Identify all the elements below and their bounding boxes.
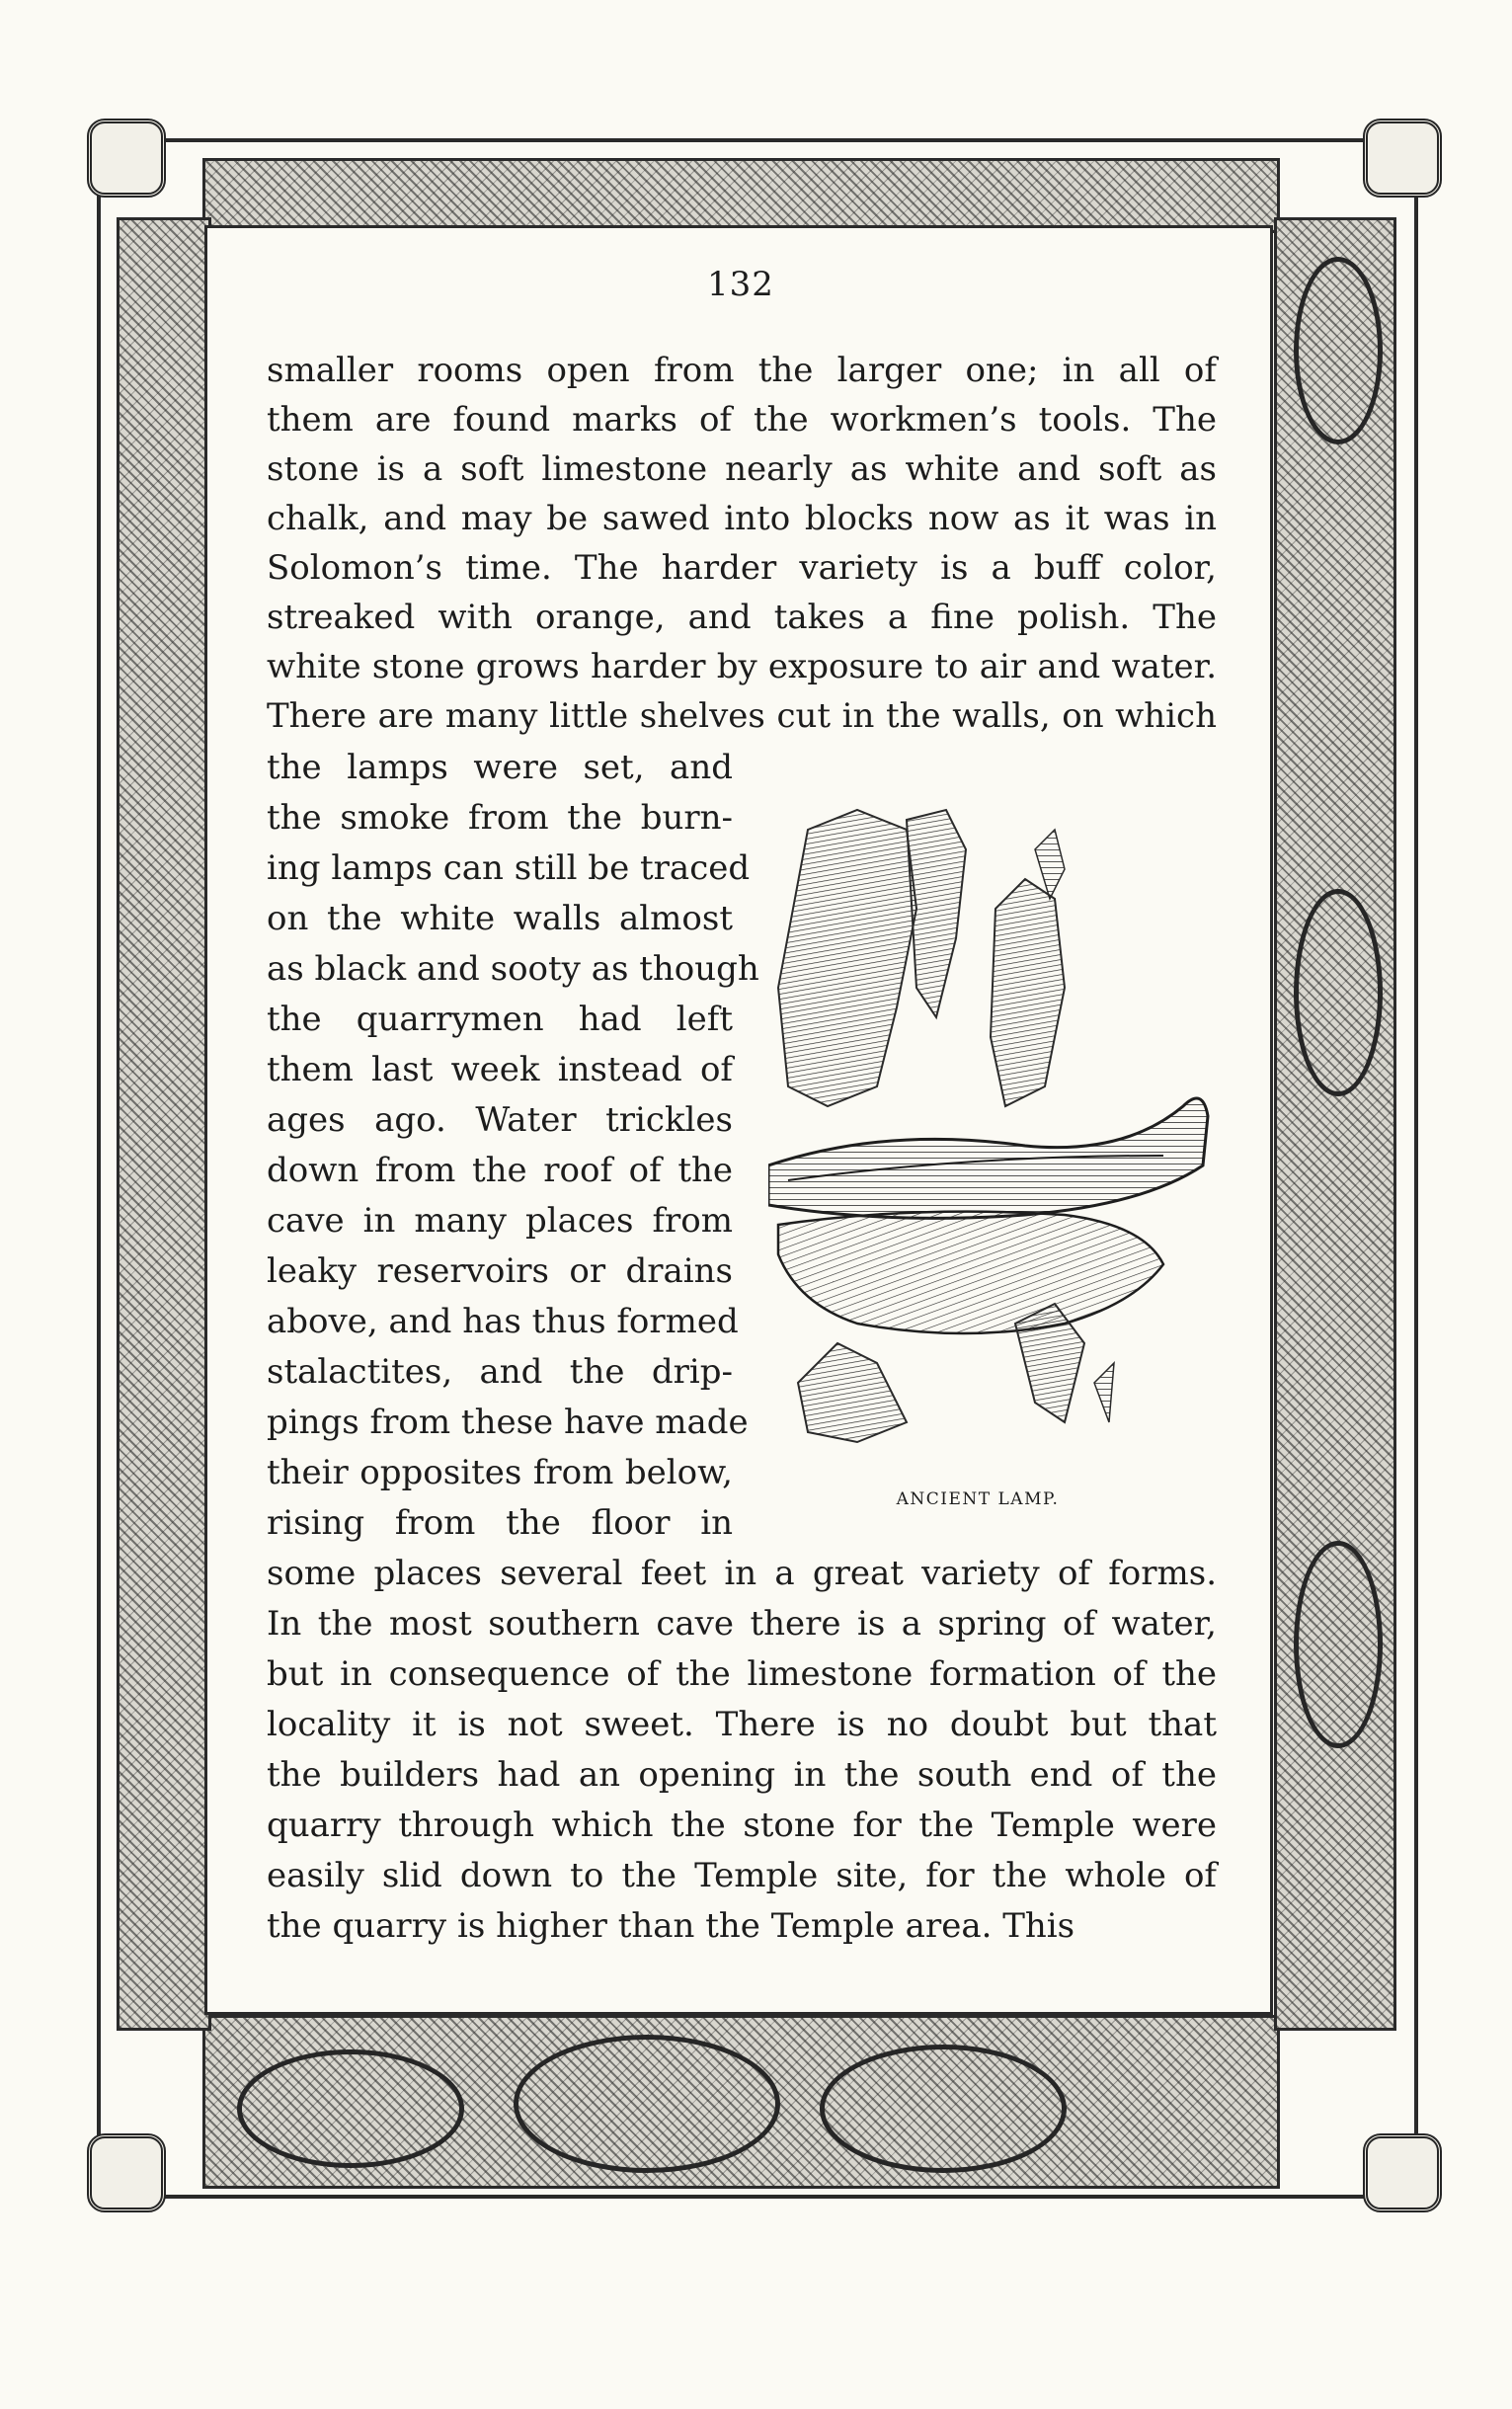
- text-line: but in consequence of the limestone formation of the: [267, 1654, 1217, 1694]
- text-line: above, and has thus formed: [267, 1302, 739, 1341]
- page-number: 132: [707, 265, 774, 304]
- text-line: some places several feet in a great variety of forms.: [267, 1554, 1217, 1593]
- figure-caption: ANCIENT LAMP.: [896, 1489, 1060, 1509]
- text-line: the quarry is higher than the Temple area. This: [267, 1906, 1075, 1946]
- text-line: Solomon’s time. The harder variety is a buff color,: [267, 548, 1217, 588]
- text-line: cave in many places from: [267, 1201, 733, 1241]
- text-line: smaller rooms open from the larger one; in all of: [267, 351, 1217, 390]
- text-line: stalactites, and the drip-: [267, 1352, 733, 1392]
- text-line: the smoke from the burn-: [267, 798, 733, 838]
- text-line: rising from the floor in: [267, 1503, 733, 1543]
- text-line: the builders had an opening in the south end of the: [267, 1755, 1217, 1795]
- scroll-ornament-icon: [1294, 1541, 1383, 1748]
- corner-ornament-icon: [1363, 2133, 1442, 2212]
- text-line: quarry through which the stone for the Temple were: [267, 1806, 1217, 1845]
- ancient-lamp-icon: [768, 790, 1223, 1472]
- corner-ornament-icon: [87, 2133, 166, 2212]
- scroll-ornament-icon: [514, 2035, 780, 2173]
- corner-ornament-icon: [87, 119, 166, 198]
- scroll-ornament-icon: [1294, 257, 1383, 444]
- text-line: pings from these have made: [267, 1403, 749, 1442]
- text-line: on the white walls almost: [267, 899, 733, 938]
- text-line: down from the roof of the: [267, 1151, 733, 1190]
- right-border-band: [1274, 217, 1396, 2031]
- text-line: ages ago. Water trickles: [267, 1100, 733, 1140]
- text-line: them last week instead of: [267, 1050, 733, 1089]
- text-line: the lamps were set, and: [267, 748, 733, 787]
- scroll-ornament-icon: [237, 2049, 464, 2168]
- text-line: streaked with orange, and takes a fine polish. The: [267, 598, 1217, 637]
- text-line: their opposites from below,: [267, 1453, 733, 1492]
- corner-ornament-icon: [1363, 119, 1442, 198]
- text-line: easily slid down to the Temple site, for the whole of: [267, 1856, 1217, 1895]
- text-line: white stone grows harder by exposure to air and water.: [267, 647, 1217, 686]
- scroll-ornament-icon: [1294, 889, 1383, 1096]
- top-border-band: [202, 158, 1280, 233]
- text-line: them are found marks of the workmen’s tools. The: [267, 400, 1217, 440]
- scroll-ornament-icon: [820, 2045, 1067, 2173]
- left-border-band: [117, 217, 211, 2031]
- text-line: ing lamps can still be traced: [267, 848, 751, 888]
- text-line: as black and sooty as though: [267, 949, 759, 989]
- text-line: chalk, and may be sawed into blocks now as it was in: [267, 499, 1217, 538]
- text-line: There are many little shelves cut in the walls, on which: [267, 696, 1217, 736]
- text-line: In the most southern cave there is a spring of water,: [267, 1604, 1217, 1644]
- text-line: stone is a soft limestone nearly as white and soft as: [267, 449, 1217, 489]
- text-line: locality it is not sweet. There is no doubt but that: [267, 1705, 1217, 1744]
- text-line: the quarrymen had left: [267, 1000, 733, 1039]
- text-line: leaky reservoirs or drains: [267, 1251, 733, 1291]
